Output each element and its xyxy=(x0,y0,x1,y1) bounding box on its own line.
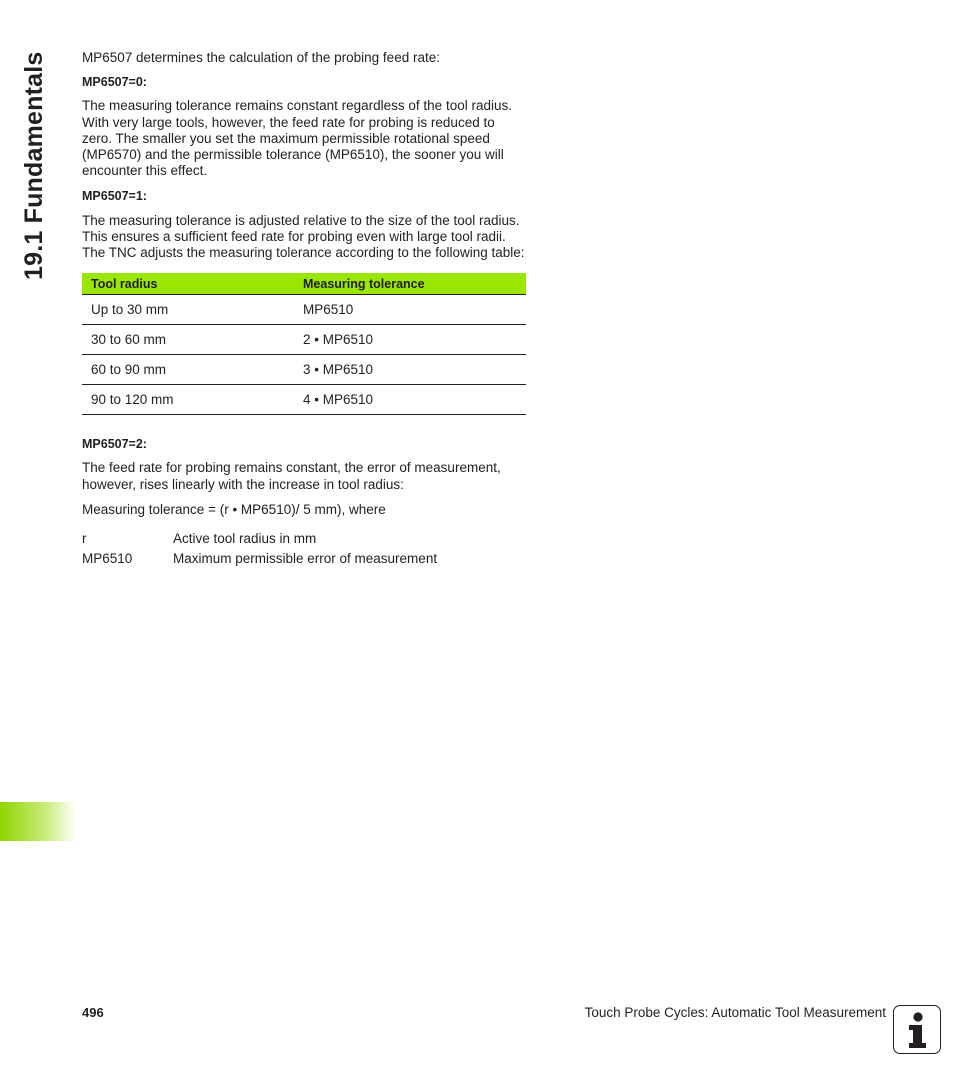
definition-meaning: Active tool radius in mm xyxy=(173,531,317,547)
section-heading-2: MP6507=2: xyxy=(82,437,147,452)
intro-text: MP6507 determines the calculation of the probing feed rate: xyxy=(82,50,440,65)
table-header-tool-radius: Tool radius xyxy=(82,273,294,295)
page-body xyxy=(82,50,527,571)
definition-symbol: MP6510 xyxy=(82,551,133,567)
section-heading-1: MP6507=1: xyxy=(82,189,147,204)
table-cell-tolerance: 2 • MP6510 xyxy=(294,325,526,355)
table-cell-tolerance: 4 • MP6510 xyxy=(294,385,526,415)
definition-meaning: Maximum permissible error of measurement xyxy=(173,551,438,567)
table-cell-radius: 60 to 90 mm xyxy=(82,355,294,385)
footer-chapter-title: Touch Probe Cycles: Automatic Tool Measurement xyxy=(584,1005,886,1020)
table-cell-radius: 30 to 60 mm xyxy=(82,325,294,355)
section-title: 19.1 Fundamentals xyxy=(20,51,48,280)
page-number: 496 xyxy=(82,1005,104,1020)
table-row xyxy=(82,325,526,355)
table-row xyxy=(82,355,526,385)
definition-symbol: r xyxy=(82,531,87,547)
section-text-2: The feed rate for probing remains constant, the error of measurement, however, rises linearly with the increase in tool radius: xyxy=(82,460,501,492)
table-cell-radius: Up to 30 mm xyxy=(82,295,294,325)
section-heading-0: MP6507=0: xyxy=(82,75,147,90)
definition-row xyxy=(82,551,527,567)
section-text-0: The measuring tolerance remains constant regardless of the tool radius. With very large tools, however, the feed rate for probing is reduced to zero. The smaller you set the maximum permissible rotational speed (MP6570) and the permissible tolerance (MP6510), the sooner you will encounter this effect. xyxy=(82,98,512,179)
table-header-measuring-tolerance: Measuring tolerance xyxy=(294,273,526,295)
tolerance-table xyxy=(82,273,526,415)
table-row xyxy=(82,385,526,415)
formula-text: Measuring tolerance = (r • MP6510)/ 5 mm), where xyxy=(82,501,386,517)
info-icon xyxy=(893,1005,941,1054)
table-cell-tolerance: 3 • MP6510 xyxy=(294,355,526,385)
table-header-row xyxy=(82,273,526,295)
chapter-tab-marker xyxy=(0,802,76,841)
table-cell-radius: 90 to 120 mm xyxy=(82,385,294,415)
section-text-1: The measuring tolerance is adjusted relative to the size of the tool radius. This ensures a sufficient feed rate for probing even with large tool radii. The TNC adjusts the measuring tolerance according to the following table: xyxy=(82,212,525,261)
table-cell-tolerance: MP6510 xyxy=(294,295,526,325)
table-row xyxy=(82,295,526,325)
definition-row xyxy=(82,531,527,547)
